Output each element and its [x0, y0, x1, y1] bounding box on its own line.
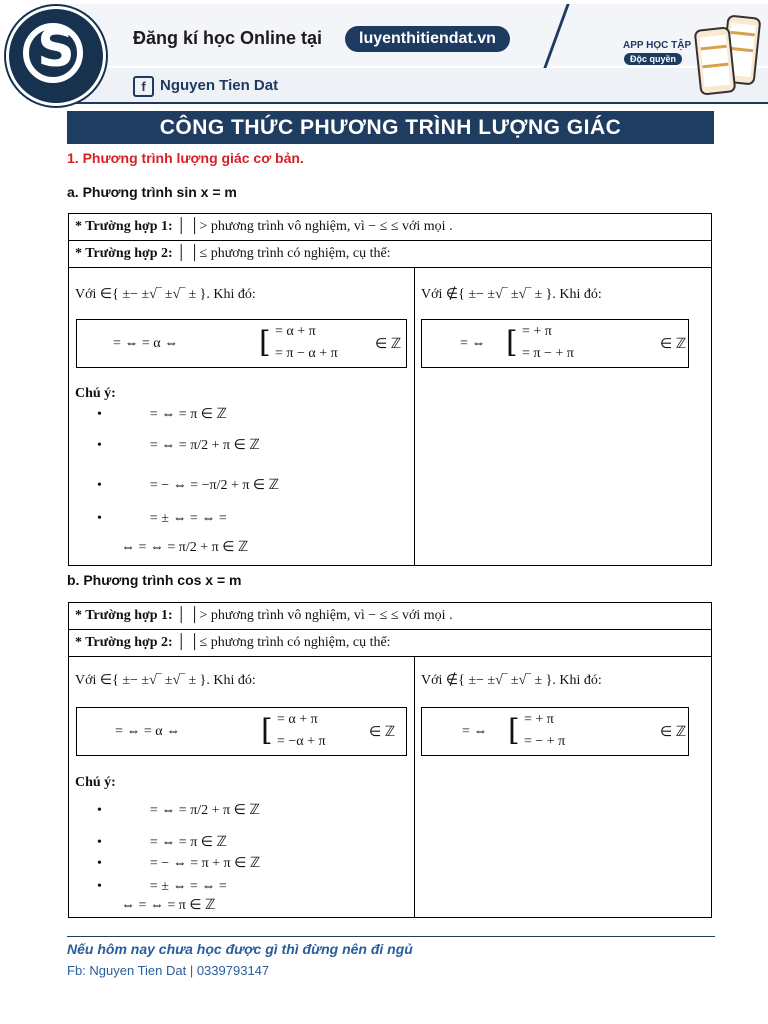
- site-link[interactable]: luyenthitiendat.vn: [345, 26, 510, 52]
- solution-line-2: = π − α + π: [275, 346, 338, 361]
- with-label: Với: [75, 673, 97, 688]
- note-tail: ⇔ = ⇔ = π/2 + π ∈ ℤ: [121, 540, 249, 555]
- case2-label: * Trường hợp 2:: [75, 246, 173, 261]
- right-solution-box: [421, 319, 689, 368]
- part-b-case2: [68, 629, 712, 657]
- column-divider: [414, 657, 415, 917]
- solution-equation: = ⇔: [462, 724, 488, 739]
- register-text: Đăng kí học Online tại: [133, 28, 323, 48]
- note-item: • = ⇔ = π ∈ ℤ: [97, 835, 227, 850]
- case2-text: │ │≤ phương trình có nghiệm, cụ thể:: [176, 246, 391, 261]
- column-divider: [414, 268, 415, 565]
- logo-glyph: S: [37, 19, 75, 79]
- left-solution-box: [76, 319, 407, 368]
- section-heading: 1. Phương trình lượng giác cơ bản.: [67, 150, 304, 166]
- value-set: ∉{ ±− ±√‾ ±√‾ ± }: [445, 673, 553, 688]
- with-label: Với: [421, 673, 443, 688]
- bracket-icon: [: [508, 713, 520, 748]
- then-label: . Khi đó:: [552, 287, 602, 302]
- app-label: APP HỌC TẬP: [623, 40, 692, 51]
- solution-equation: = ⇔: [460, 336, 486, 351]
- part-a-heading: a. Phương trình sin x = m: [67, 184, 237, 200]
- part-b-body: [68, 656, 712, 918]
- case1-text: │ │> phương trình vô nghiệm, vì − ≤ ≤ với mọi .: [176, 219, 453, 234]
- value-set: ∈{ ±− ±√‾ ±√‾ ± }: [99, 287, 207, 302]
- note-item: • = ⇔ = π ∈ ℤ: [97, 407, 227, 422]
- bracket-icon: [: [506, 325, 518, 360]
- left-condition: [75, 672, 256, 689]
- integer-set: ∈ ℤ: [660, 337, 687, 352]
- solution-equation: = ⇔ = α ⇔: [115, 724, 181, 739]
- bracket-icon: [: [259, 325, 271, 360]
- right-solution-box: [421, 707, 689, 756]
- part-a-case2: [68, 240, 712, 268]
- part-a-case1: [68, 213, 712, 241]
- right-condition: [421, 672, 602, 689]
- part-b-case1: [68, 602, 712, 630]
- solution-line-1: = + π: [524, 712, 554, 727]
- app-badge: Độc quyền: [624, 53, 682, 65]
- note-item: • = − ⇔ = π + π ∈ ℤ: [97, 856, 261, 871]
- value-set: ∈{ ±− ±√‾ ±√‾ ± }: [99, 673, 207, 688]
- bracket-icon: [: [261, 713, 273, 748]
- logo: [6, 6, 106, 106]
- integer-set: ∈ ℤ: [660, 725, 687, 740]
- note-label: Chú ý:: [75, 386, 116, 401]
- note-item: • = ± ⇔ = ⇔ =: [97, 879, 227, 894]
- footer-divider: [67, 936, 715, 937]
- note-label: Chú ý:: [75, 775, 116, 790]
- note-item: • = − ⇔ = −π/2 + π ∈ ℤ: [97, 478, 280, 493]
- solution-line-2: = π − + π: [522, 346, 574, 361]
- solution-line-2: = −α + π: [277, 734, 326, 749]
- footer-quote: Nếu hôm nay chưa học được gì thì đừng nên đi ngủ: [67, 941, 413, 957]
- solution-line-1: = α + π: [275, 324, 316, 339]
- note-item: • = ⇔ = π/2 + π ∈ ℤ: [97, 438, 260, 453]
- part-b-heading: b. Phương trình cos x = m: [67, 572, 242, 588]
- note-item: • = ⇔ = π/2 + π ∈ ℤ: [97, 803, 260, 818]
- right-condition: [421, 286, 602, 303]
- case1-label: * Trường hợp 1:: [75, 608, 173, 623]
- note-tail: ⇔ = ⇔ = π ∈ ℤ: [121, 898, 216, 913]
- facebook-name: Nguyen Tien Dat: [160, 77, 279, 94]
- case1-text: │ │> phương trình vô nghiệm, vì − ≤ ≤ với mọi .: [176, 608, 453, 623]
- note-item: • = ± ⇔ = ⇔ =: [97, 511, 227, 526]
- then-label: . Khi đó:: [206, 673, 256, 688]
- value-set: ∉{ ±− ±√‾ ±√‾ ± }: [445, 287, 553, 302]
- integer-set: ∈ ℤ: [369, 725, 396, 740]
- then-label: . Khi đó:: [552, 673, 602, 688]
- with-label: Với: [75, 287, 97, 302]
- footer-contact: Fb: Nguyen Tien Dat | 0339793147: [67, 963, 270, 978]
- case2-text: │ │≤ phương trình có nghiệm, cụ thể:: [176, 635, 391, 650]
- then-label: . Khi đó:: [206, 287, 256, 302]
- page-title: CÔNG THỨC PHƯƠNG TRÌNH LƯỢNG GIÁC: [67, 111, 714, 144]
- phone-image-front: [694, 26, 737, 95]
- left-condition: [75, 286, 256, 303]
- solution-line-1: = α + π: [277, 712, 318, 727]
- part-a-body: [68, 267, 712, 566]
- facebook-icon: f: [133, 76, 154, 97]
- with-label: Với: [421, 287, 443, 302]
- left-solution-box: [76, 707, 407, 756]
- solution-line-2: = − + π: [524, 734, 566, 749]
- case1-label: * Trường hợp 1:: [75, 219, 173, 234]
- solution-line-1: = + π: [522, 324, 552, 339]
- solution-equation: = ⇔ = α ⇔: [113, 336, 179, 351]
- integer-set: ∈ ℤ: [375, 337, 402, 352]
- case2-label: * Trường hợp 2:: [75, 635, 173, 650]
